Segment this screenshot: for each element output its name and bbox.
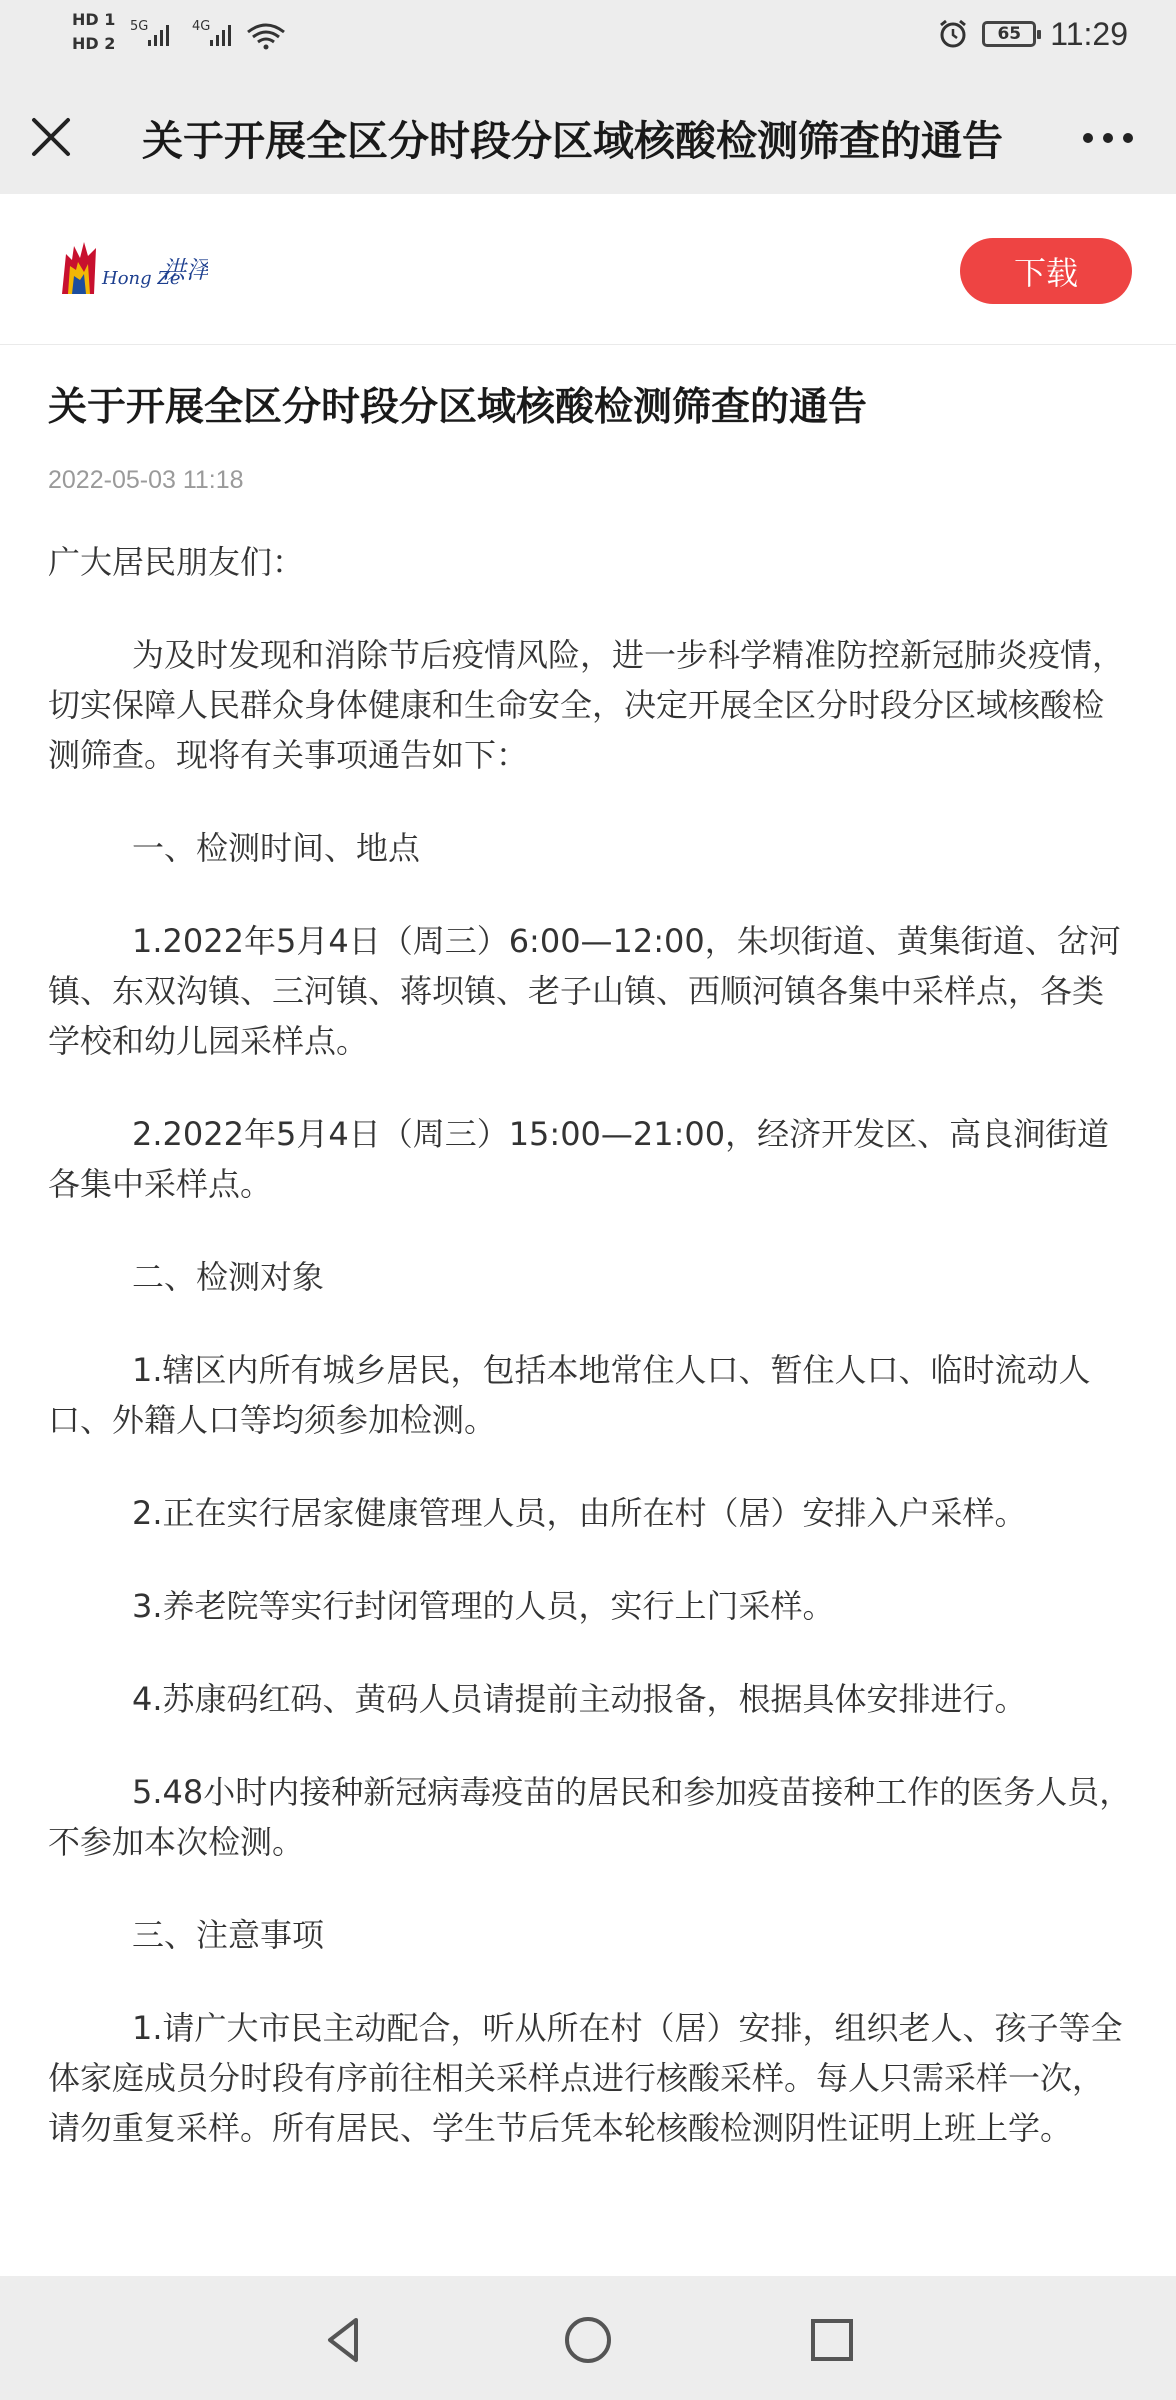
more-button[interactable] [1078, 118, 1138, 158]
status-bar [0, 0, 1176, 72]
page-title: 关于开展全区分时段分区域核酸检测筛查的通告 [142, 117, 1003, 165]
close-button[interactable] [26, 112, 76, 162]
back-icon [316, 2312, 372, 2368]
svg-text:洪泽: 洪泽 [162, 256, 208, 284]
section-heading: 二、检测对象 [132, 1258, 325, 1296]
hongze-logo-icon [58, 234, 208, 304]
app-logo [58, 234, 208, 304]
svg-text:Hong Ze: Hong Ze [102, 268, 181, 289]
signal-strength-icon [130, 16, 310, 56]
sim-indicators [72, 8, 120, 56]
nav-recents-button[interactable] [804, 2312, 860, 2368]
article-paragraph: 1.请广大市民主动配合，听从所在村（居）安排，组织老人、孩子等全体家庭成员分时段有序前往相关采样点进行核酸采样。每人只需采样一次，请勿重复采样。所有居民、学生节后凭本轮核酸检测阴性证明上班上学。 [48, 2009, 1123, 2147]
status-right [936, 14, 1128, 54]
battery-icon [982, 21, 1036, 47]
net2-label: 4G [192, 19, 211, 34]
article-paragraph: 4.苏康码红码、黄码人员请提前主动报备，根据具体安排进行。 [132, 1680, 1027, 1718]
recents-icon [804, 2312, 860, 2368]
battery-level: 65 [997, 24, 1022, 44]
close-icon [26, 112, 76, 162]
article-paragraph: 3.养老院等实行封闭管理的人员，实行上门采样。 [132, 1587, 835, 1625]
article-paragraph: 2.2022年5月4日（周三）15:00—21:00，经济开发区、高良涧街道各集中采样点。 [48, 1115, 1110, 1203]
alarm-icon [936, 17, 970, 51]
article-date: 2022-05-03 11:18 [48, 466, 244, 494]
article-paragraph: 5.48小时内接种新冠病毒疫苗的居民和参加疫苗接种工作的医务人员，不参加本次检测。 [48, 1773, 1132, 1861]
section-heading: 一、检测时间、地点 [132, 829, 421, 867]
article-paragraph: 2.正在实行居家健康管理人员，由所在村（居）安排入户采样。 [132, 1494, 1027, 1532]
article-paragraph: 为及时发现和消除节后疫情风险，进一步科学精准防控新冠肺炎疫情，切实保障人民群众身体健康和生命安全，决定开展全区分时段分区域核酸检测筛查。现将有关事项通告如下： [48, 636, 1125, 774]
net1-label: 5G [130, 19, 149, 34]
article-paragraph: 广大居民朋友们： [48, 543, 305, 581]
system-nav-bar [0, 2276, 1176, 2400]
nav-home-button[interactable] [560, 2312, 616, 2368]
title-bar [0, 72, 1176, 194]
section-heading: 三、注意事项 [132, 1916, 325, 1954]
article-paragraph: 1.2022年5月4日（周三）6:00—12:00，朱坝街道、黄集街道、岔河镇、东双沟镇、三河镇、蒋坝镇、老子山镇、西顺河镇各集中采样点，各类学校和幼儿园采样点。 [48, 922, 1121, 1060]
app-header [0, 194, 1176, 345]
article-paragraph: 1.辖区内所有城乡居民，包括本地常住人口、暂住人口、临时流动人口、外籍人口等均须参加检测。 [48, 1351, 1091, 1439]
article-body [48, 537, 1132, 2153]
sim1-badge: HD 1 [72, 10, 116, 29]
clock: 11:29 [1050, 15, 1128, 52]
signal-icons [130, 16, 310, 60]
download-button[interactable]: 下载 [960, 238, 1132, 304]
wifi-icon [248, 25, 284, 42]
article-title: 关于开展全区分时段分区域核酸检测筛查的通告 [48, 385, 868, 430]
article [48, 380, 1132, 2196]
sim2-badge: HD 2 [72, 34, 116, 53]
home-icon [560, 2312, 616, 2368]
more-icon [1078, 118, 1138, 158]
nav-back-button[interactable] [316, 2312, 372, 2368]
